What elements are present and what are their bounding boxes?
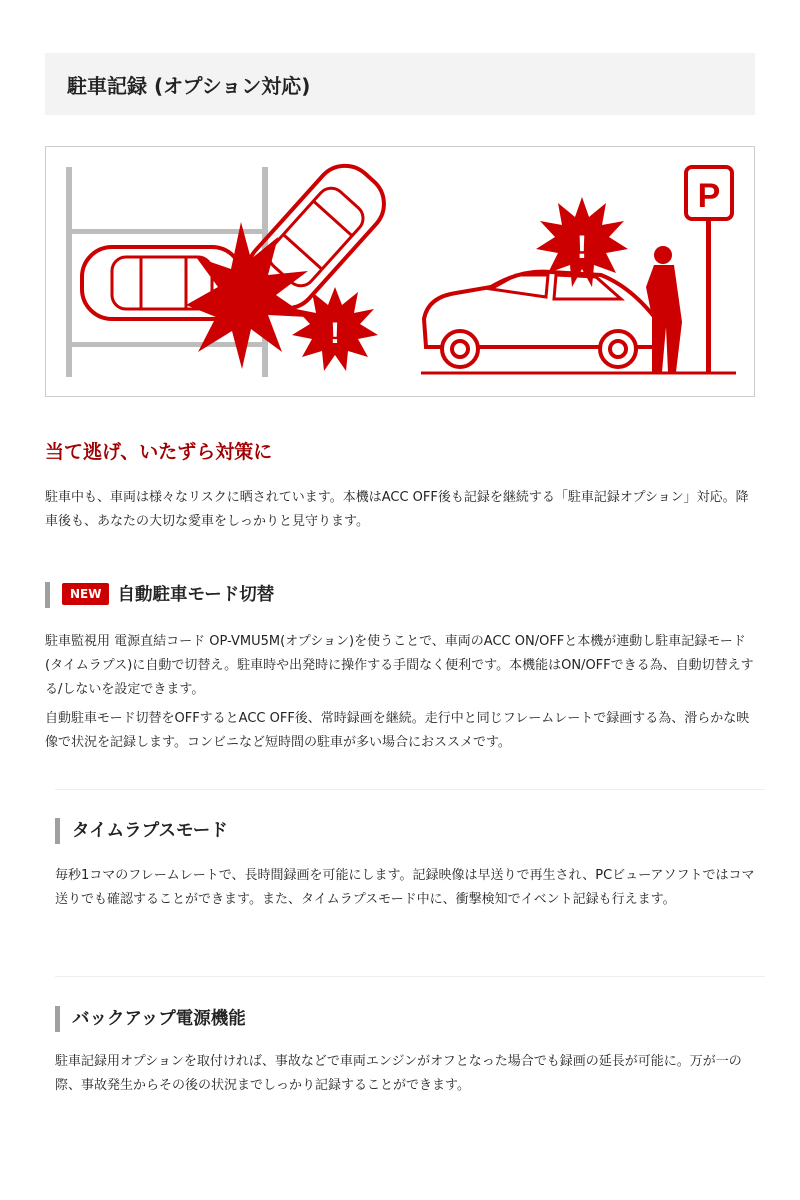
parking-sign-icon [686,167,732,373]
section-paragraph: 駐車記録用オプションを取付ければ、事故などで車両エンジンがオフとなった場合でも録画の延長が可能に。万が一の際、事故発生からその後の状況までしっかり記録することができます。 [55,1054,742,1093]
section-heading-timelapse [55,818,228,844]
lead-heading: 当て逃げ、いたずら対策に [45,441,273,463]
page-title: 駐車記録 (オプション対応) [67,74,311,98]
page-title-box [45,53,755,115]
collision-scene [66,153,396,377]
section-title-timelapse: タイムラプスモード [72,821,228,841]
alert-mark-left: ! [330,317,340,350]
alert-mark-right: ! [576,229,588,265]
divider [55,976,765,977]
section-paragraph: 毎秒1コマのフレームレートで、長時間録画を可能にします。記録映像は早送りで再生され、PCビューアソフトではコマ送りでも確認することができます。また、タイムラプスモード中に、衝撃検知でイベント記録も行えます。 [55,868,755,907]
section-title-auto-parking: 自動駐車モード切替 [117,585,275,605]
section-paragraph: 駐車監視用 電源直結コード OP-VMU5M(オプション)を使うことで、車両のACC ON/OFFと本機が連動し駐車記録モード(タイムラプス)に自動で切替え。駐車時や出発時に操作する手間なく便利です。本機能はON/OFFできる為、自動切替えする/しないを設定できます。 [45,634,754,697]
suspicious-person-icon [646,246,682,372]
section-heading-auto-parking [45,582,274,608]
lead-text: 駐車中も、車両は様々なリスクに晒されています。本機はACC OFF後も記録を継続する「駐車記録オプション」対応。降車後も、あなたの大切な愛車をしっかりと見守ります。 [45,490,749,529]
parking-sign-label: P [697,177,721,215]
parking-illustration [45,146,755,397]
side-car-icon [424,272,661,367]
section-paragraph: 自動駐車モード切替をOFFするとACC OFF後、常時録画を継続。走行中と同じフレームレートで録画する為、滑らかな映像で状況を記録します。コンビニなど短時間の駐車が多い場合におススメです。 [45,711,750,750]
vandalism-scene [421,167,736,373]
new-badge: NEW [62,583,109,605]
section-heading-backup-power [55,1006,246,1032]
divider [55,789,765,790]
section-title-backup-power: バックアップ電源機能 [72,1009,246,1029]
